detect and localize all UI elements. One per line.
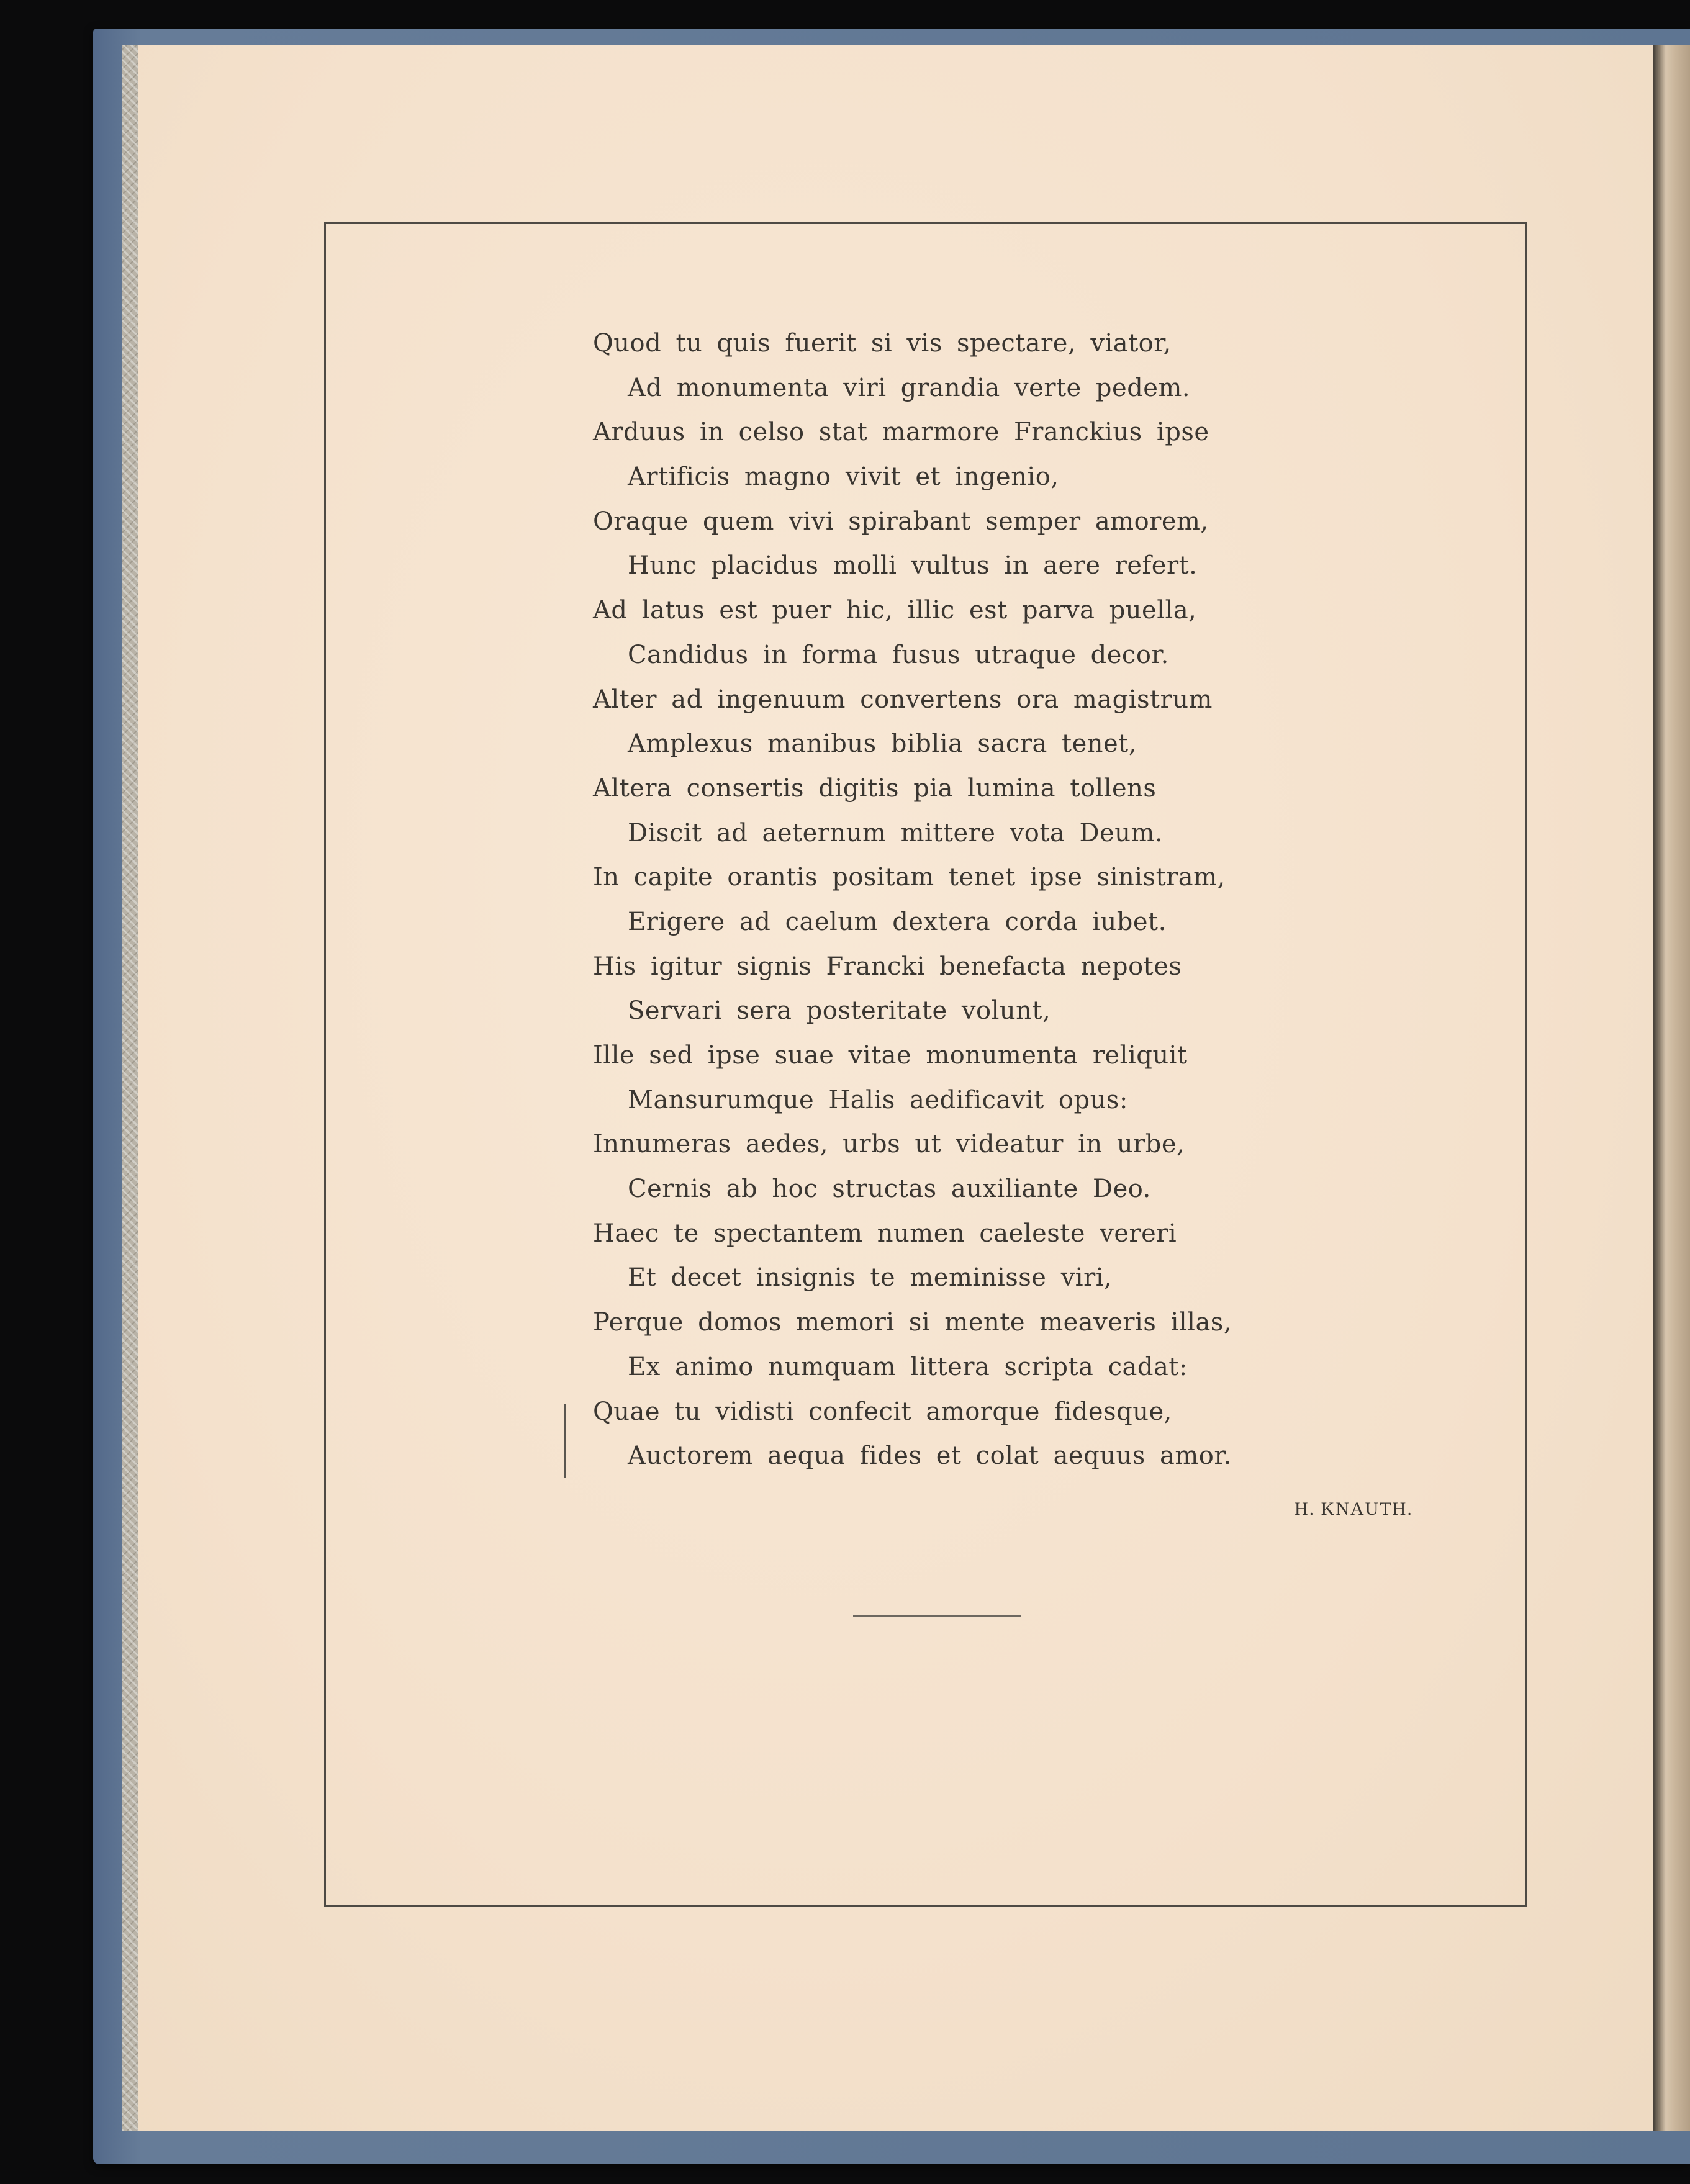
horizontal-rule bbox=[853, 1615, 1021, 1617]
poem-line: Auctorem aequa fides et colat aequus amor. bbox=[628, 1442, 1232, 1471]
poem-line: Discit ad aeternum mittere vota Deum. bbox=[628, 818, 1164, 847]
poem-line: Amplexus manibus biblia sacra tenet, bbox=[628, 729, 1137, 759]
poem-line: Ex animo numquam littera scripta cadat: bbox=[628, 1352, 1188, 1381]
poem-line: Cernis ab hoc structas auxiliante Deo. bbox=[628, 1175, 1151, 1204]
poem-line: Servari sera posteritate volunt, bbox=[628, 996, 1051, 1026]
poem-line: Quod tu quis fuerit si vis spectare, viator, bbox=[593, 329, 1172, 358]
poem-line: Alter ad ingenuum convertens ora magistrum bbox=[593, 685, 1213, 714]
page-edges bbox=[1653, 45, 1690, 2131]
author-signature: H. KNAUTH. bbox=[1295, 1499, 1413, 1519]
poem-line: Mansurumque Halis aedificavit opus: bbox=[628, 1085, 1128, 1114]
poem-line: In capite orantis positam tenet ipse sinistram, bbox=[593, 863, 1226, 892]
poem-line: Quae tu vidisti confecit amorque fidesque, bbox=[593, 1397, 1172, 1426]
poem-line: Innumeras aedes, urbs ut videatur in urbe, bbox=[593, 1130, 1185, 1159]
poem-line: Ad latus est puer hic, illic est parva puella, bbox=[593, 596, 1197, 625]
poem-line: Ille sed ipse suae vitae monumenta reliquit bbox=[593, 1041, 1188, 1070]
margin-pencil-mark bbox=[564, 1404, 566, 1478]
poem-line: Et decet insignis te meminisse viri, bbox=[628, 1263, 1113, 1293]
poem-line: His igitur signis Francki benefacta nepotes bbox=[593, 952, 1182, 981]
poem-line: Perque domos memori si mente meaveris illas, bbox=[593, 1308, 1232, 1337]
poem-line: Ad monumenta viri grandia verte pedem. bbox=[628, 373, 1191, 402]
poem bbox=[593, 322, 1338, 1479]
poem-line: Artificis magno vivit et ingenio, bbox=[628, 463, 1059, 492]
poem-line: Altera consertis digitis pia lumina tollens bbox=[593, 774, 1157, 803]
poem-line: Oraque quem vivi spirabant semper amorem, bbox=[593, 507, 1209, 536]
poem-line: Hunc placidus molli vultus in aere refert. bbox=[628, 551, 1198, 580]
poem-line: Haec te spectantem numen caeleste vereri bbox=[593, 1219, 1177, 1248]
poem-line: Candidus in forma fusus utraque decor. bbox=[628, 640, 1169, 669]
poem-line: Arduus in celso stat marmore Franckius ipse bbox=[593, 418, 1209, 447]
marbled-endpaper bbox=[122, 45, 138, 2131]
poem-line: Erigere ad caelum dextera corda iubet. bbox=[628, 907, 1167, 936]
